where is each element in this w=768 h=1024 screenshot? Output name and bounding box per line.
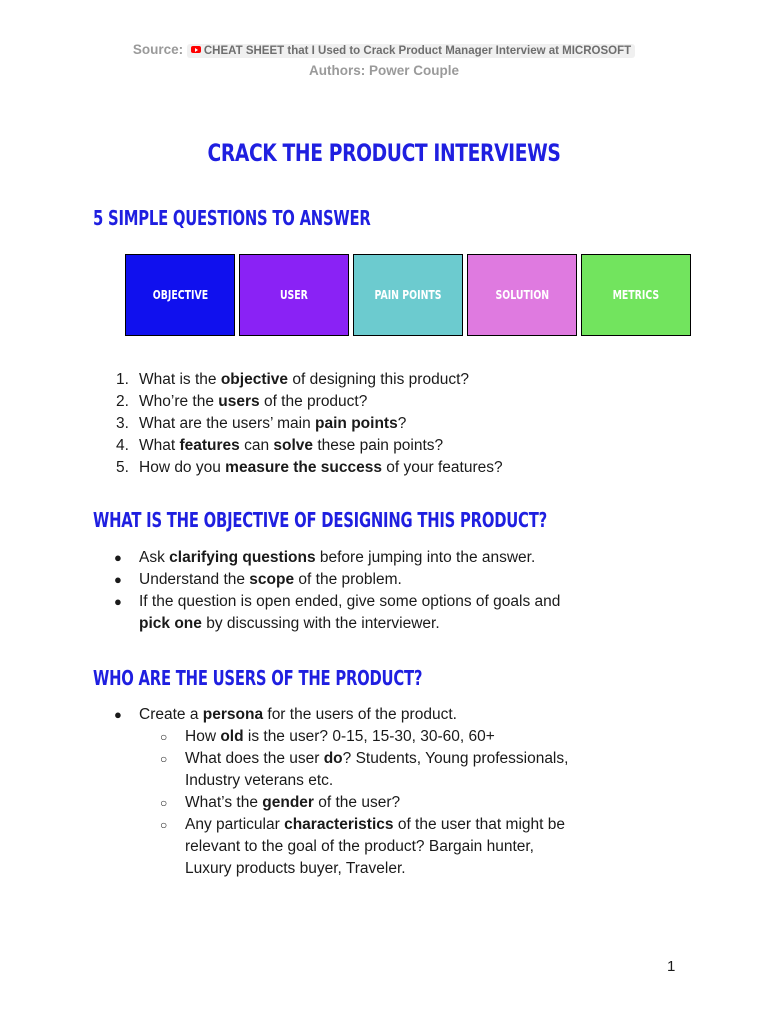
box-objective	[125, 254, 235, 336]
authors: Authors: Power Couple	[308, 63, 459, 78]
sub-bullet-icon: ○	[160, 752, 168, 766]
questions-list	[0, 369, 768, 479]
list-item: ● Understand the scope of the problem.	[0, 569, 768, 591]
list-item: 2. Who’re the users of the product?	[0, 391, 768, 413]
sub-bullet-icon: ○	[160, 730, 168, 744]
section-heading-users: WHO ARE THE USERS OF THE PRODUCT?	[93, 666, 423, 690]
item-number: 4.	[116, 437, 129, 454]
item-number: 5.	[116, 459, 129, 476]
page-title: CRACK THE PRODUCT INTERVIEWS	[207, 139, 561, 167]
video-link[interactable]	[187, 44, 635, 58]
box-solution	[467, 254, 577, 336]
sub-list-item: ○ What’s the gender of the user?	[0, 792, 768, 814]
box-label: OBJECTIVE	[152, 288, 208, 302]
bullet-icon: ●	[114, 707, 122, 722]
bullet-icon: ●	[114, 594, 122, 609]
bullet-icon: ●	[114, 572, 122, 587]
list-item: ● If the question is open ended, give some options of goals and	[0, 591, 768, 613]
source-label: Source:	[132, 42, 184, 57]
box-pain-points	[353, 254, 463, 336]
list-item: ● Ask clarifying questions before jumping into the answer.	[0, 547, 768, 569]
section-heading-objective: WHAT IS THE OBJECTIVE OF DESIGNING THIS PRODUCT?	[93, 508, 547, 532]
list-item: 4. What features can solve these pain points?	[0, 435, 768, 457]
box-label: SOLUTION	[495, 288, 549, 302]
sub-bullet-icon: ○	[160, 818, 168, 832]
video-title: CHEAT SHEET that I Used to Crack Product Manager Interview at MICROSOFT	[203, 45, 632, 57]
page-number: 1	[667, 958, 676, 975]
sub-list-item: ○ Any particular characteristics of the user that might be	[0, 814, 768, 836]
box-user	[239, 254, 349, 336]
objective-list: ● Ask clarifying questions before jumping into the answer. ● Understand the scope of the problem. ● If the question is open ended, give some options of goals and pick one by discussing with the interviewer.	[0, 547, 768, 635]
box-label: USER	[280, 288, 308, 302]
item-number: 3.	[116, 415, 129, 432]
list-item: ● Create a persona for the users of the product.	[0, 704, 768, 726]
box-label: METRICS	[612, 288, 660, 302]
bullet-icon: ●	[114, 550, 122, 565]
box-metrics	[581, 254, 691, 336]
list-item: 1. What is the objective of designing this product?	[0, 369, 768, 391]
sub-list-item: ○ What does the user do? Students, Young professionals,	[0, 748, 768, 770]
source-line	[0, 42, 768, 58]
list-item: 5. How do you measure the success of your features?	[0, 457, 768, 479]
item-number: 1.	[116, 371, 129, 388]
list-item: 3. What are the users’ main pain points?	[0, 413, 768, 435]
section-heading-questions: 5 SIMPLE QUESTIONS TO ANSWER	[93, 206, 371, 230]
item-number: 2.	[116, 393, 129, 410]
youtube-icon	[191, 46, 201, 53]
box-label: PAIN POINTS	[374, 288, 442, 302]
framework-boxes	[125, 254, 693, 336]
sub-list-item: ○ How old is the user? 0-15, 15-30, 30-60, 60+	[0, 726, 768, 748]
users-list: ● Create a persona for the users of the product. ○ How old is the user? 0-15, 15-30, 30-60, 60+ ○ What does the user do? Students, Young professionals, Industry veterans etc. ○ What’s the gender of the user? ○ Any particular characteristics of the user that might be relevant to the goal of the product? Bargain hunter, Luxury products buyer, Traveler.	[0, 704, 768, 880]
sub-bullet-icon: ○	[160, 796, 168, 810]
